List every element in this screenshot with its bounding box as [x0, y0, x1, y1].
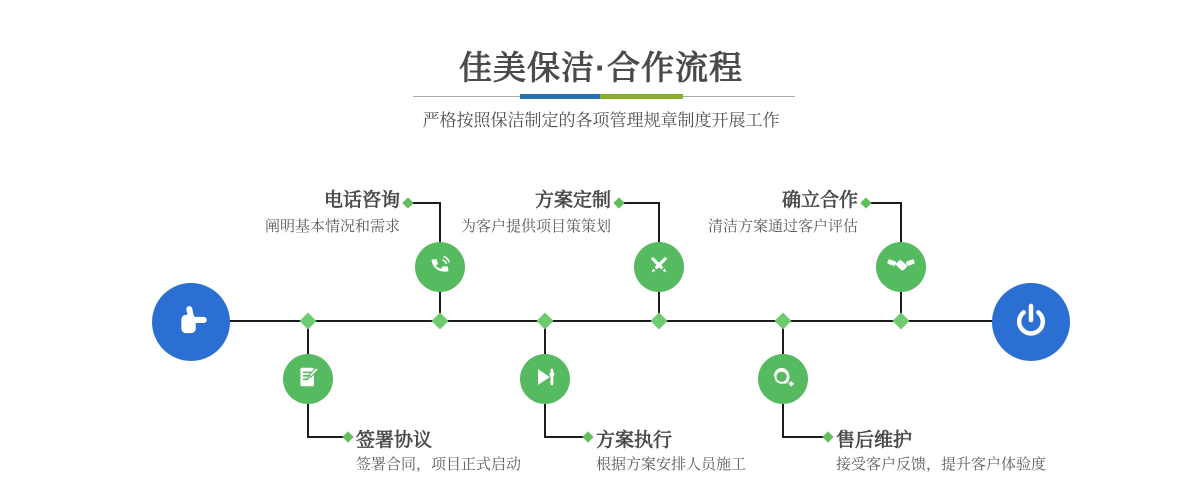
play-execute-icon — [531, 363, 559, 396]
timeline-diamond — [537, 313, 554, 330]
connector-line — [619, 202, 659, 204]
divider-blue-segment — [520, 94, 600, 99]
step-node-support — [758, 354, 808, 404]
step-node-contract — [283, 354, 333, 404]
timeline-diamond — [432, 313, 449, 330]
power-icon — [1011, 300, 1051, 345]
step-node-execute — [520, 354, 570, 404]
page-title: 佳美保洁·合作流程 — [459, 49, 743, 86]
timeline-diamond — [300, 313, 317, 330]
step-desc: 为客户提供项目策策划 — [460, 218, 611, 235]
label-diamond — [582, 431, 593, 442]
timeline-diamond — [893, 313, 910, 330]
step-node-cooperation — [876, 242, 926, 292]
step-node-plan — [634, 242, 684, 292]
step-title: 确立合作 — [781, 190, 858, 211]
customer-service-icon — [769, 363, 797, 396]
step-title: 签署协议 — [356, 430, 433, 451]
page-subtitle: 严格按照保洁制定的各项管理规章制度开展工作 — [422, 111, 780, 130]
timeline-start-node — [152, 283, 230, 361]
label-diamond — [860, 197, 871, 208]
step-node-phone — [415, 242, 465, 292]
contract-pen-icon — [295, 364, 321, 395]
step-title: 售后维护 — [836, 430, 913, 451]
crossed-pencils-icon — [645, 251, 673, 284]
step-title: 电话咨询 — [323, 190, 400, 211]
step-title: 方案执行 — [596, 430, 673, 451]
label-diamond — [822, 431, 833, 442]
label-diamond — [613, 197, 624, 208]
handshake-icon — [886, 250, 916, 285]
timeline-end-node — [992, 283, 1070, 361]
divider-green-segment — [600, 94, 683, 99]
step-desc: 阐明基本情况和需求 — [264, 218, 400, 235]
timeline-diamond — [651, 313, 668, 330]
pointing-hand-icon — [170, 299, 212, 346]
step-title: 方案定制 — [534, 190, 611, 211]
label-diamond — [342, 431, 353, 442]
step-desc: 根据方案安排人员施工 — [596, 456, 747, 473]
step-desc: 清洁方案通过客户评估 — [707, 218, 858, 235]
step-desc: 接受客户反馈，提升客户体验度 — [836, 456, 1047, 473]
phone-icon — [426, 251, 454, 284]
step-desc: 签署合同，项目正式启动 — [356, 456, 522, 473]
timeline-diamond — [775, 313, 792, 330]
label-diamond — [402, 197, 413, 208]
